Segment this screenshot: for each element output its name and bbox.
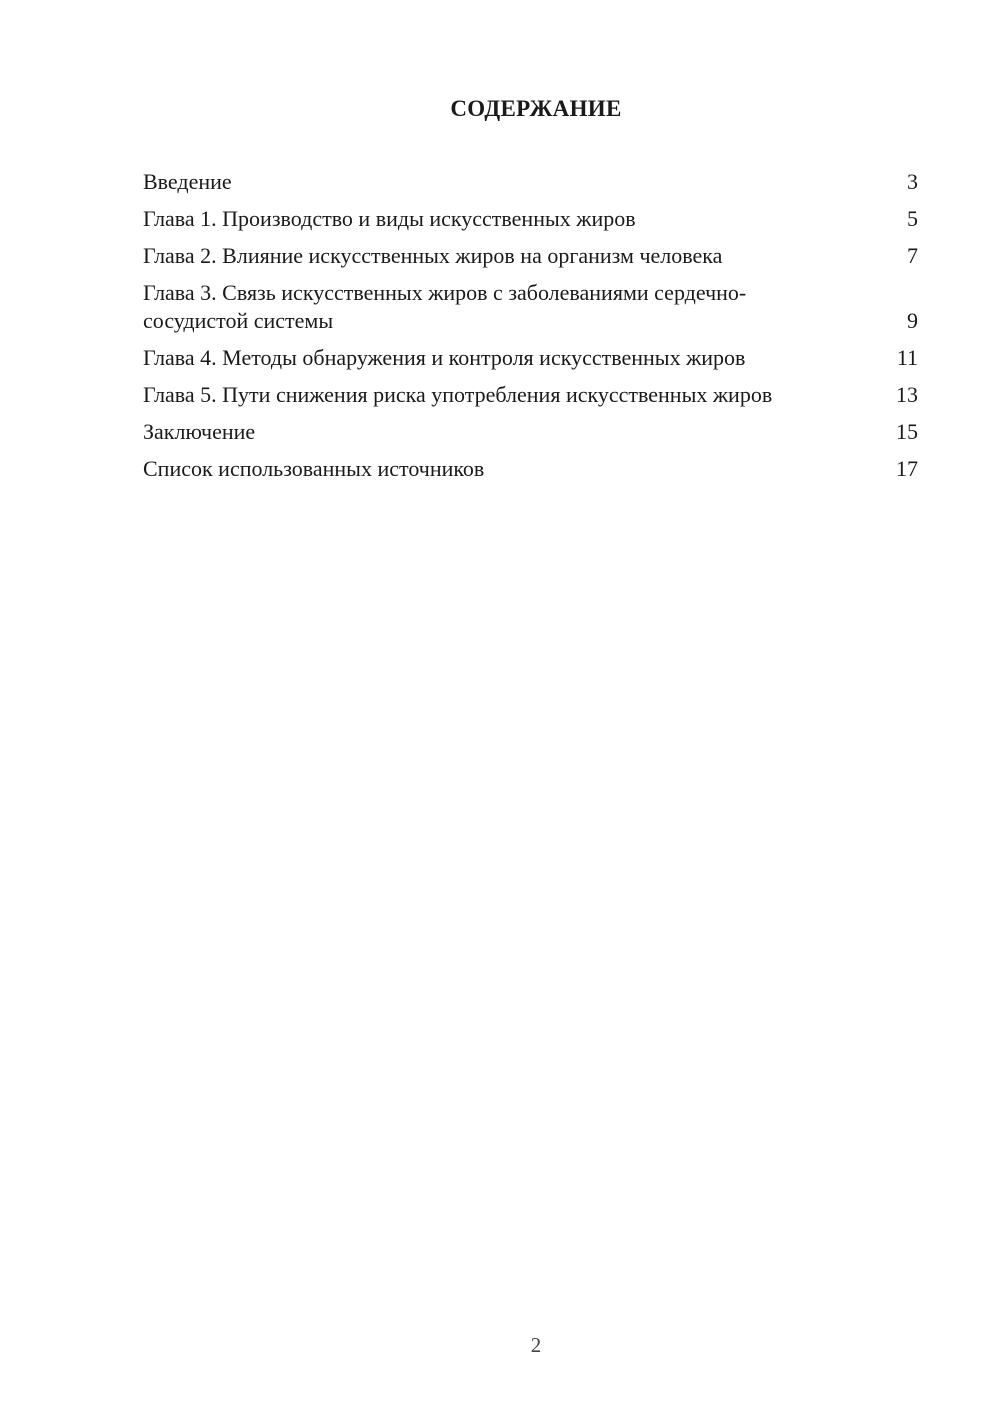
toc-entry-label: Глава 3. Связь искусственных жиров с заболеваниями сердечно-сосудистой системы (143, 280, 747, 333)
toc-entry-references (143, 455, 918, 483)
toc-entry-introduction (143, 168, 918, 196)
toc-entry-chapter-2 (143, 242, 918, 270)
toc-entry-label: Список использованных источников (143, 456, 485, 481)
toc-entry-label: Введение (143, 169, 232, 194)
toc-entry-page-number: 9 (907, 308, 918, 333)
toc-entry-page-number: 15 (896, 419, 918, 444)
toc-entry-page-number: 3 (907, 169, 918, 194)
toc-entry-label: Глава 2. Влияние искусственных жиров на организм человека (143, 243, 723, 268)
toc-entry-page-number: 5 (907, 206, 918, 231)
toc-entry-label: Глава 5. Пути снижения риска употребления искусственных жиров (143, 382, 773, 407)
toc-entry-page-number: 17 (896, 456, 918, 481)
toc-entry-page-number: 13 (896, 382, 918, 407)
toc-entry-conclusion (143, 418, 918, 446)
toc-entry-page-number: 7 (907, 243, 918, 268)
toc-entry-label: Глава 4. Методы обнаружения и контроля искусственных жиров (143, 345, 746, 370)
toc-entry-label: Глава 1. Производство и виды искусственных жиров (143, 206, 636, 231)
toc-entry-page-number: 11 (896, 345, 918, 370)
toc-entry-chapter-4 (143, 344, 918, 372)
toc-entry-chapter-1 (143, 205, 918, 233)
toc-title: СОДЕРЖАНИЕ (450, 96, 622, 121)
toc-entry-chapter-5 (143, 381, 918, 409)
table-of-contents (143, 168, 918, 492)
footer-page-number: 2 (530, 1333, 542, 1357)
toc-entry-chapter-3 (143, 279, 918, 335)
toc-entry-label: Заключение (143, 419, 256, 444)
